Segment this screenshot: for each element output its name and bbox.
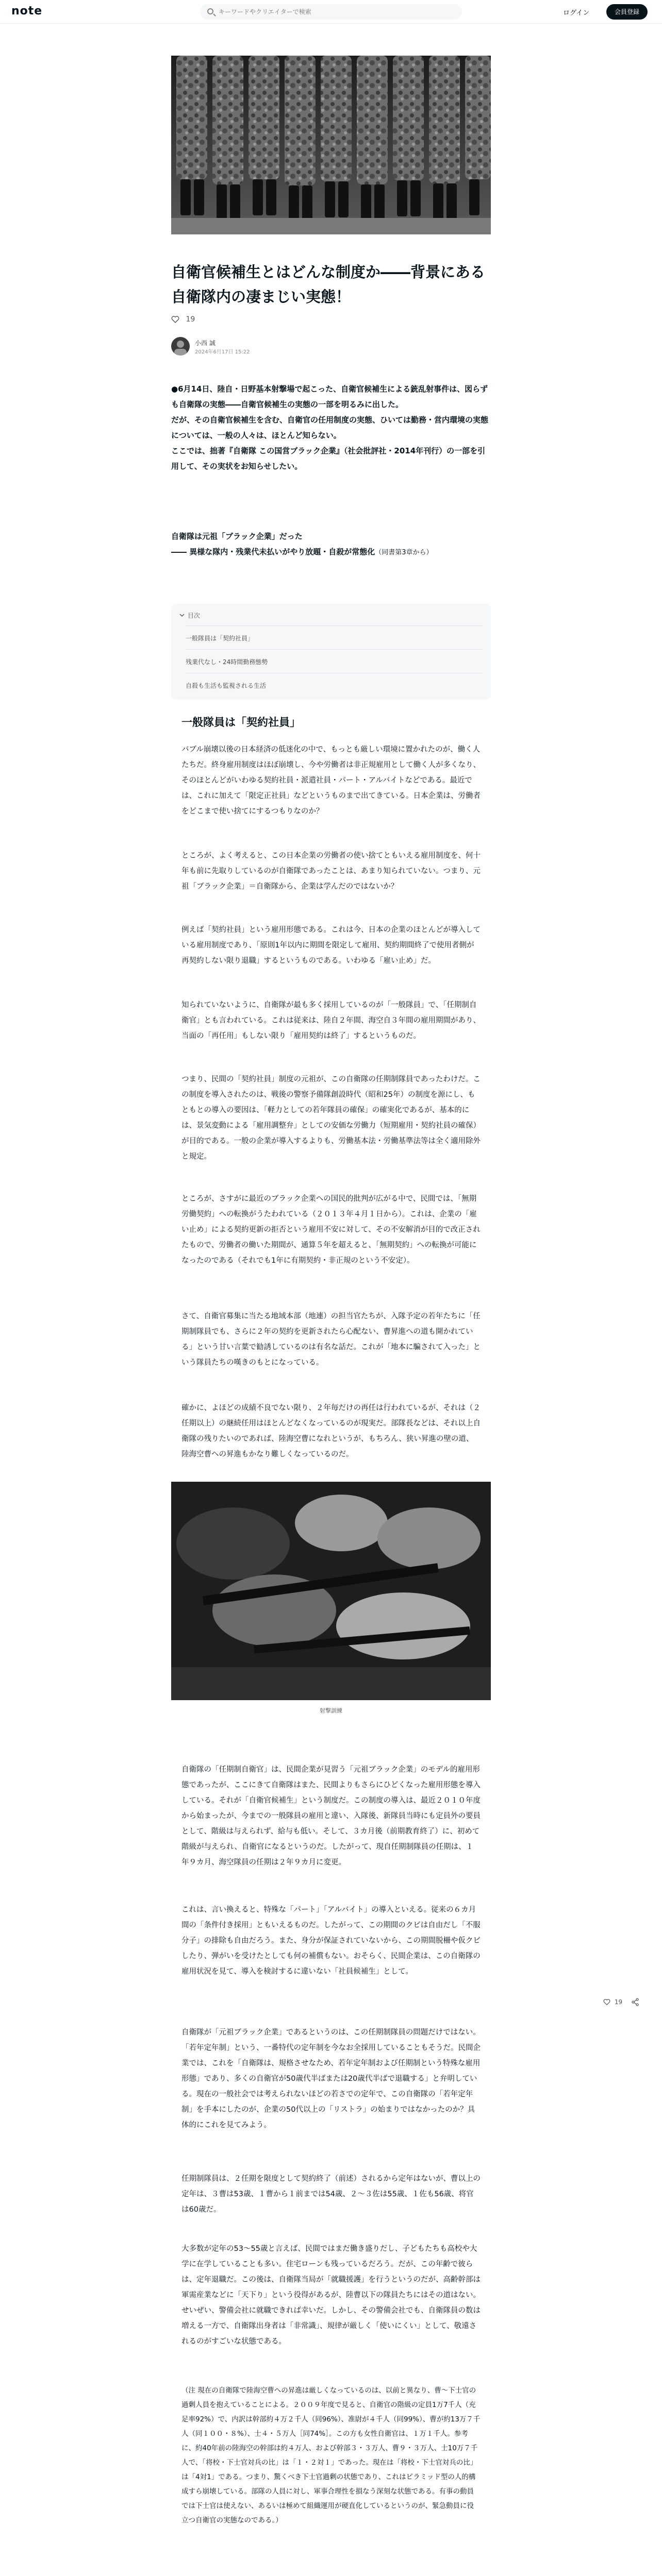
floating-like[interactable] [603, 1998, 622, 2008]
book-excerpt-heading [171, 529, 491, 561]
avatar[interactable] [171, 337, 190, 355]
toc-item[interactable]: 一般隊員は「契約社員」 [186, 635, 254, 642]
lead-paragraph: ここでは、拙著『自衛隊 この国営ブラック企業』（社会批評社・2014年刊行）の一部を引用して、その実状をお知らせしたい。 [171, 446, 486, 471]
body-paragraph: バブル崩壊以後の日本経済の低迷化の中で、もっとも厳しい環境に置かれたのが、働く人たちだ。終身雇用制度はほぼ崩壊し、今や労働者は非正規雇用として働く人が多くなり、そのほとんどがいわゆる契約社員・派遣社員・パート・アルバイトなどである。最近では、これに加えて「限定正社員」などというものまで出てきている。日本企業は、労働者をどこまで使い捨てにするつもりなのか？ [181, 745, 481, 816]
heart-icon[interactable] [171, 315, 179, 324]
body-paragraph: 大多数が定年の53～55歳と言えば、民間ではまだ働き盛りだし、子どもたちも高校や大学に在学していることも多い。住宅ローンも残っているだろう。だが、この年齢で彼らは、定年退職だ。この後は、自衛隊当局が「就職援護」を行うというのだが、高齢幹部は軍需産業などに「天下り」という役得があるが、陸曹以下の隊員たちにはその道はない。せいぜい、警備会社に就職できれば幸いだ。しかし、その警備会社でも、自衛隊員の数は増える一方で、自衛隊出身者は「非常識」、規律が厳しく「使いにくい」として、敬遠されるのがすごいな状態である。 [181, 2245, 481, 2346]
heart-icon[interactable] [603, 1998, 610, 2006]
divider [186, 625, 483, 626]
body-paragraph: つまり、民間の「契約社員」制度の元祖が、この自衛隊の任期制隊員であったわけだ。この制度を導入されたのは、戦後の警察予備隊創設時代（昭和25年）の制度を源にし、もともとの導入の要因は、「軽力としての若年隊員の確保」の確実化であるが、基本的には、景気変動による「雇用調整弁」としての安価な労働力（短期雇用・契約社員の確保）が目的である。一般の企業が導入するよりも、労働基本法・労働基準法等は全く適用除外と規定。 [181, 1075, 481, 1161]
body-paragraph: 任期制隊員は、２任期を限度として契約終了（前述）されるから定年はないが、曹以上の定年は、３曹は53歳、１曹から１前までは54歳、２～３佐は55歳、１佐も56歳、将官は60歳だ。 [181, 2175, 481, 2214]
post-date: 2024年6月17日 15:22 [195, 349, 250, 355]
chevron-down-icon [179, 613, 185, 618]
article-photo [171, 1482, 491, 1700]
toc-header-label: 目次 [188, 612, 201, 619]
body-paragraph: 知られていないように、自衛隊が最も多く採用しているのが「一般隊員」で、「任期制自衛官」とも言われている。これは従来は、陸自２年間、海空自３年間の雇用期間があり、当面の「再任用」もしない限り「雇用契約は終了」するというものだ。 [181, 1001, 481, 1040]
like-row [171, 315, 195, 328]
search-icon [207, 8, 213, 14]
signup-button[interactable]: 会員登録 [606, 4, 648, 20]
section-heading: 一般隊員は「契約社員」 [181, 716, 301, 728]
like-count: 19 [186, 315, 195, 324]
book-line-1: 自衛隊は元祖「ブラック企業」だった [171, 532, 303, 541]
lead-paragraph: だが、その自衛官候補生を含む、自衛官の任用制度の実態、ひいては勤務・営内環境の実態については、一般の人々は、ほとんど知らない。 [171, 415, 489, 440]
book-note: （同書第3章から） [375, 549, 433, 556]
floating-like-count: 19 [614, 1998, 623, 2006]
share-button[interactable] [631, 1998, 639, 2008]
toc-item[interactable]: 残業代なし・24時間勤務態勢 [186, 658, 268, 666]
site-header [0, 0, 662, 24]
hero-image [171, 56, 491, 234]
lead-paragraph: ●6月14日、陸自・日野基本射撃場で起こった、自衛官候補生による銃乱射事件は、図らずも自衛隊の実態――自衛官候補生の実態の一部を明るみに出した。 [171, 384, 488, 409]
body-paragraph: 自衛隊の「任期制自衛官」は、民間企業が見習う「元祖ブラック企業」のモデル的雇用形態であったが、ここにきて自衛隊はまた、民間よりもさらにひどくなった雇用形態を導入している。それが「自衛官候補生」という制度だ。この制度の導入は、最近２０１０年度から始まったが、今までの一般隊員の雇用と違い、入隊後、新隊員当時にも定員外の要員として、階級は与えられず、給与も低い。そして、３カ月後（前期教育終了）に、初めて階級が与えられ、自衛官になるというのだ。したがって、現自任期制隊員の任期は、１年９カ月、海空隊員の任期は２年９カ月に変更。 [181, 1766, 481, 1867]
site-logo[interactable]: note [11, 5, 43, 18]
article-lead [171, 381, 491, 474]
article-title: 自衛官候補生とはどんな制度か――背景にある自衛隊内の凄まじい実態！ [171, 263, 486, 306]
body-paragraph: さて、自衛官募集に当たる地域本部（地連）の担当官たちが、入隊予定の若年たちに「任期制隊員でも、さらに２年の契約を更新されたら心配ない、曹昇進への道も開かれている」という甘い言葉で勧誘しているのは有名な話だ。これが「地本に騙されて入った」という隊員たちの嘆きのもとになっている。 [181, 1312, 481, 1367]
toc-item[interactable]: 自殺も生活も監視される生活 [186, 682, 267, 689]
body-paragraph: 自衛隊が「元祖ブラック企業」であるというのは、この任期制隊員の問題だけではない。「若年定年制」という、一番特代の定年制を今なお全採用していることもそうだ。民間企業では、これを「自衛隊は、規格させなため、若年定年制および任期制という特殊な雇用形態」であり、多くの自衛官が50歳代半ばまたは20歳代半ばで退職する」と弁明している。現在の一般社会では考えられないほどの若さでの定年で、この自衛隊の「若年定年制」を手本にしたのが、企業の50代以上の「リストラ」の始まりではなかったのか？具体的にこれを見てみよう。 [181, 2028, 481, 2129]
body-paragraph: これは、言い換えると、特殊な「パート」「アルバイト」の導入といえる。従来の６カ月間の「条件付き採用」ともいえるものだ。したがって、この期間のクビは自由だし「不服分子」の排除も自由だろう。また、身分が保証されていないから、この期間脱柵や仮クビしたり、弾がいを受けたとしても何の補償もない。おそらく、民間企業は、この自衛隊の雇用状況を見て、導入を検討するに違いない「社員候補生」として。 [181, 1906, 481, 1976]
body-paragraph: 例えば「契約社員」という雇用形態である。これは今、日本の企業のほとんどが導入している雇用制度であり、「原則1年以内に期間を限定して雇用、契約期間終了で使用者側が再契約しない限り退職」するというものである。いわゆる「雇い止め」だ。 [181, 926, 481, 965]
divider [186, 649, 483, 650]
search-input[interactable] [219, 4, 456, 20]
book-line-2: ―― 異様な隊内・残業代未払いがやり放題・自殺が常態化 [171, 547, 375, 556]
body-paragraph: ところが、さすがに最近のブラック企業への国民的批判が広がる中で、民間では、「無期労働契約」への転換がうたわれている（２０１３年４月１日から）。これは、企業の「雇い止め」による契約更新の拒否という雇用不安に対して、その不安解消が目的で改正されたもので、労働者の働いた期間が、通算５年を超えると、「無期契約」への転換が可能になったのである（それでも1年に有期契約・非正規のという不安定）。 [181, 1195, 481, 1265]
table-of-contents [171, 604, 491, 700]
login-link[interactable]: ログイン [563, 9, 590, 17]
search-bar[interactable] [200, 4, 462, 20]
body-paragraph: ところが、よく考えると、この日本企業の労働者の使い捨てともいえる雇用制度を、何十年も前に先取りしているのが自衛隊であったことは、あまり知られていない。つまり、元祖「ブラック企業」＝自衛隊から、企業は学んだのではないか？ [181, 852, 481, 891]
share-icon [631, 1998, 639, 2006]
body-paragraph: （注 現在の自衛隊で陸海空曹への昇進は厳しくなっているのは、以前と異なり、曹～下士官の過剰人員を抱えていることによる。２００９年度で見ると、自衛官の階級の定員1万7千人（充足率92%）で、内訳は幹部約４万２千人（同96%）、准尉が４千人（同99%）、曹が約13万７千人（同１００・８%）、士４・５万人［同74%］。この方も女性自衛官は、１万１千人。参考に、約40年前の陸海空の幹部は約４万人、および幹部３・３万人、曹９・３万人、士10万７千人で、「将校・下士官対兵の比」は「１・２対１」であった。現在は「将校・下士官対兵の比」は「4対1」である。つまり、驚くべき下士官過剰の状態であり、これはピラミッド型の人的構成すら崩壊している。部隊の人員に対し、軍事合理性を損なう深刻な状態である。有事の動員では下士官は使えない、あるいは極めて組織運用が硬直化しているというのが、緊急動員に役立つ自衛官の実態なのである。） [181, 2386, 481, 2524]
toc-toggle[interactable] [179, 611, 200, 620]
photo-caption: 射撃訓練 [320, 1707, 342, 1714]
body-paragraph: 確かに、よほどの成績不良でない限り、２年毎だけの再任は行われているが、それは（２任期以上）の継続任用はほとんどなくなっているのが現実だ。部隊長などは、それ以上自衛隊の残りたいのであれば、陸海空曹になれというが、もちろん、狭い昇進の壁の道、陸海空曹への昇進もかなり難しくなっているのだ。 [181, 1404, 481, 1459]
author-name[interactable]: 小西 誠 [195, 340, 216, 347]
